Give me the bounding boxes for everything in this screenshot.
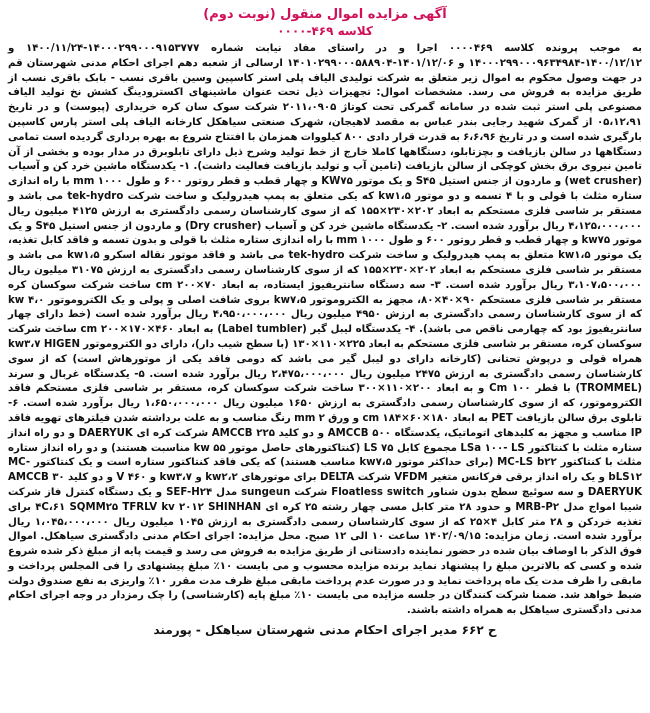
- notice-title: آگهی مزایده اموال منقول (نوبت دوم): [203, 7, 447, 22]
- notice-signature: ح ۶۶۲ مدیر اجرای احکام مدنی شهرستان سیاهکل - پورمند: [153, 623, 497, 638]
- notice-body: به موجب پرونده کلاسه ۰۰۰۰۴۶۹ اجرا و در راستای مفاد نیابت شماره ۱۴۰۰۰۲۹۹۰۰۰۹۱۵۳۷۷۷-۱۴۰۰/۱۱/۲۴ و ۱۴۰۰/۱۲/۱۲-۱۴۰۰۰۲۹۹۰۰۰۹۶۳۴۹۸۴ و ۱۴۰۱/۱۲/۰۶-۱۴۰۱۰۲۹۹۰۰۰۵۸۸۹۰۴ ارسالی از شعبه دهم اجرای احکام مدنی شهرستان قم در جهت وصول محکوم به اموال زیر متعلق به شرکت تولیدی الیاف پلی استر کاسپین وسین باقری نسب - بابک باقری نسب از طریق مزایده به فروش می رسد. مشخصات اموال: تجهیزات ذیل تحت عنوان ماشینهای اکسترودینگ کشش نخ تولید الیاف مصنوعی پلی استر ثبت شده در سامانه گمرکی تحت کوتاژ ۲۰۱۱،۰۹۰۵ شرکت سوک سان کره خریداری (پیوست) و در تاریخ ۰۵،۱۲،۹۱ از گمرک شهید رجایی بندر عباس به مقصد لاهیجان، شهرک صنعتی سیاهکل کارخانه الیاف پلی استر پارس کاسپین بارگیری شده است و در تاریخ ۶،۶،۹۶ به قدرت قرار دادی ۸۰۰ کیلووات همزمان با افتتاح شروع به بهره برداری گردیده است تمامی دستگاهها در سالن بازیافت و بچزتابلو، دستگاهها کاملا خارج از خط تولید وشرح ذیل دارای تابلوبرق در مدار بوده و بخشی از آن تامین نیروی برق بخش کوچکی از سالن بازیافت (تامین آب و تولید بازیافت فعالیت داشت). ۱- یکدستگاه ماشین خرد کن و آسیاب (wet crusher) و ماردون از جنس استیل S۴۵ و یک موتور KW۷۵ و چهار قطب و قطر روتور ۶۰۰ و طول ۱۰۰۰ mm با راه اندازی ستاره مثلث با قولی و با ۴ تسمه و دو موتور kw۱،۵ که یکی متعلق به پمپ هیدرولیک و ساخت شرکت tek-hydro می باشد و مستقر بر شاسی فلزی مستحکم به ابعاد ۲۰۲×۲۳۰×۱۵۵ که از سوی کارشناسان رسمی دادگستری به ارزش ۴۱۲۵ میلیون ریال ۴،۱۲۵،۰۰۰،۰۰۰ ریال برآورد شده است. ۲- یکدستگاه ماشین خرد کن و آسیاب (Dry crusher) و ماردون از جنس استیل S۴۵ و یک موتور kw۷۵ و چهار قطب و قطر روتور ۶۰۰ و طول ۱۰۰۰ mm با راه اندازی ستاره مثلث با قولی و بدون تسمه و فاقد کابل تغذیه، یک موتور kw۱،۵ متعلق به پمپ هیدرولیک و ساخت شرکت tek-hydro می باشد و فاقد موتور نقاله اسکرو kw۱،۵ می باشد و مستقر بر شاسی فلزی مستحکم به ابعاد ۲۰۲×۲۳۰×۱۵۵ که از سوی کارشناسان رسمی دادگستری به ارزش ۳۱۰۷۵ میلیون ریال ۳،۱۰۷،۵۰۰،۰۰۰ ریال برآورد شده است. ۳- سه دستگاه سانتریفیوژ ایستاده، به ابعاد ۷۰×۲۰۰ cm ساخت شرکت سوکسان کره مستقر بر شاسی فلزی مستحکم ۹۰×۴۰×۸۰، مجهز به الکتروموتور kw۷،۵ بروی شافت اصلی و پولی و یک الکتروموتور ۴،۰ kw که از سوی کارشناسان رسمی دادگستری به ارزش ۴۹۵۰ میلیون ریال ۴،۹۵۰،۰۰۰،۰۰۰ ریال برآورد شده است (خط دارای چهار سانتریفیوژ بود که چهارمی ناقص می باشد). ۴- یکدستگاه لیبل گیر (Label tumbler) به ابعاد ۴۶۰×۱۷۰×۲۰۰ cm ساخت شرکت سوکسان کره، مستقر بر شاسی فلزی مستحکم به ابعاد ۲۲۵×۱۱۰×۱۳۰ (با سطح شیب دار)، دارای دو الکتروموتور kw۳،۷ HIGEN همراه قولی و درپوش تحتانی (کارخانه دارای دو لیبل گیر می باشد که دومی فاقد یکی از موتورهاش است) که از سوی کارشناسان رسمی دادگستری به ارزش ۲۴۷۵ میلیون ریال ۲،۴۷۵،۰۰۰،۰۰۰ ریال برآورد شده است. ۵- یکدستگاه غربال و سرند (TROMMEL) با قطر ۱۰۰ Cm و به ابعاد ۲۰۰×۱۱۰×۳۰۰ ساخت شرکت سوکسان کره، مستقر بر شاسی فلزی مستحکم فاقد الکتروموتور، که از سوی کارشناسان رسمی دادگستری به ارزش ۱۶۵۰ میلیون ریال ۱،۶۵۰،۰۰۰،۰۰۰ ریال برآورد شده است. ۶- تابلوی برق سالن بازیافت PET به ابعاد ۱۸۰×۶۰×۱۸۴ cm و ورق ۲ mm رنگ مناسب و به علت برداشته شدن فیلترهای تهویه فاقد IP مناسب و مجهز به کلیدهای اتوماتیک، یکدستگاه AMCCB ۵۰۰ و دو کلید ۲۲۵ AMCCB شرکت کره ای DAERYUK و دو راه انداز ستاره مثلث با کنتاکتور LSa ۱۰۰- LS مجموع کابل LS ۷۵ (کنتاکتورهای حاصل موتور ۵۵ kw مناسبت هستند) و دو راه انداز ستاره مثلث با کنتاکتور MC-LS b۲۲ (برای حداکثر موتور kw۷،۵ مناسب هستند) که یکی فاقد کنتاکتور ستاره است و یک کنتاکتور MC-bLS۱۲ و یک راه انداز برقی فرکانس متغیر VFDM شرکت DELTA برای موتورهای kw۲،۲ و kw۳،۷ و ۴۶۰ V و دو کلید ۳۰ AMCCB DAERYUK و سه سوئیچ سطح بدون شناور Floatless switch شرکت sungeun مدل SEF-H۲۴ و یک دستگاه کنترل فاز شرکت شیبا امواج مدل MRB-P۲ و حدود ۲۸ متر کابل مسی چهار رشته ۲۵ کره ای ۴C،۶۱ SQMM۲۵ TFRLV kv ۲۰۱۲ SHINHAN برای تغذیه خردکن و ۲۸ متر کابل ۴×۲۵ که از سوی کارشناسان رسمی دادگستری به ارزش ۱۰۴۵ میلیون ریال ۱،۰۴۵،۰۰۰،۰۰۰ ریال برآورد شده است. زمان مزایده: ۱۴۰۲/۰۹/۱۵ ساعت ۱۰ الی ۱۲ صبح. محل مزایده: اجرای احکام مدنی دادگستری سیاهکل. اموال فوق الذکر با اوصاف بیان شده در حضور نماینده دادستانی از طریق مزایده به فروش می رسد و قیمت پایه از مبلغ ذکر شده شروع شده و کسی که بالاترین مبلغ را پیشنهاد نماید برنده مزایده محسوب و می بایست ۱۰٪ مبلغ پیشنهادی را فی المجلس پرداخت و مابقی را ظرف مدت یک ماه پرداخت نماید و در صورت عدم پرداخت مابقی مبلغ ظرف مدت مقرر ۱۰٪ واریزی به نفع صندوق دولت ضبط خواهد شد. ضمنا شرکت کنندگان در جلسه مزایده می بایست ۱۰٪ مبلغ پایه (کارشناسی) را چک رمزدار در وجه اجرای احکام مدنی دادگستری سیاهکل به همراه داشته باشند.: [8, 43, 643, 617]
- notice-case-number: کلاسه ۴۶۹-۰۰۰۰: [277, 24, 373, 38]
